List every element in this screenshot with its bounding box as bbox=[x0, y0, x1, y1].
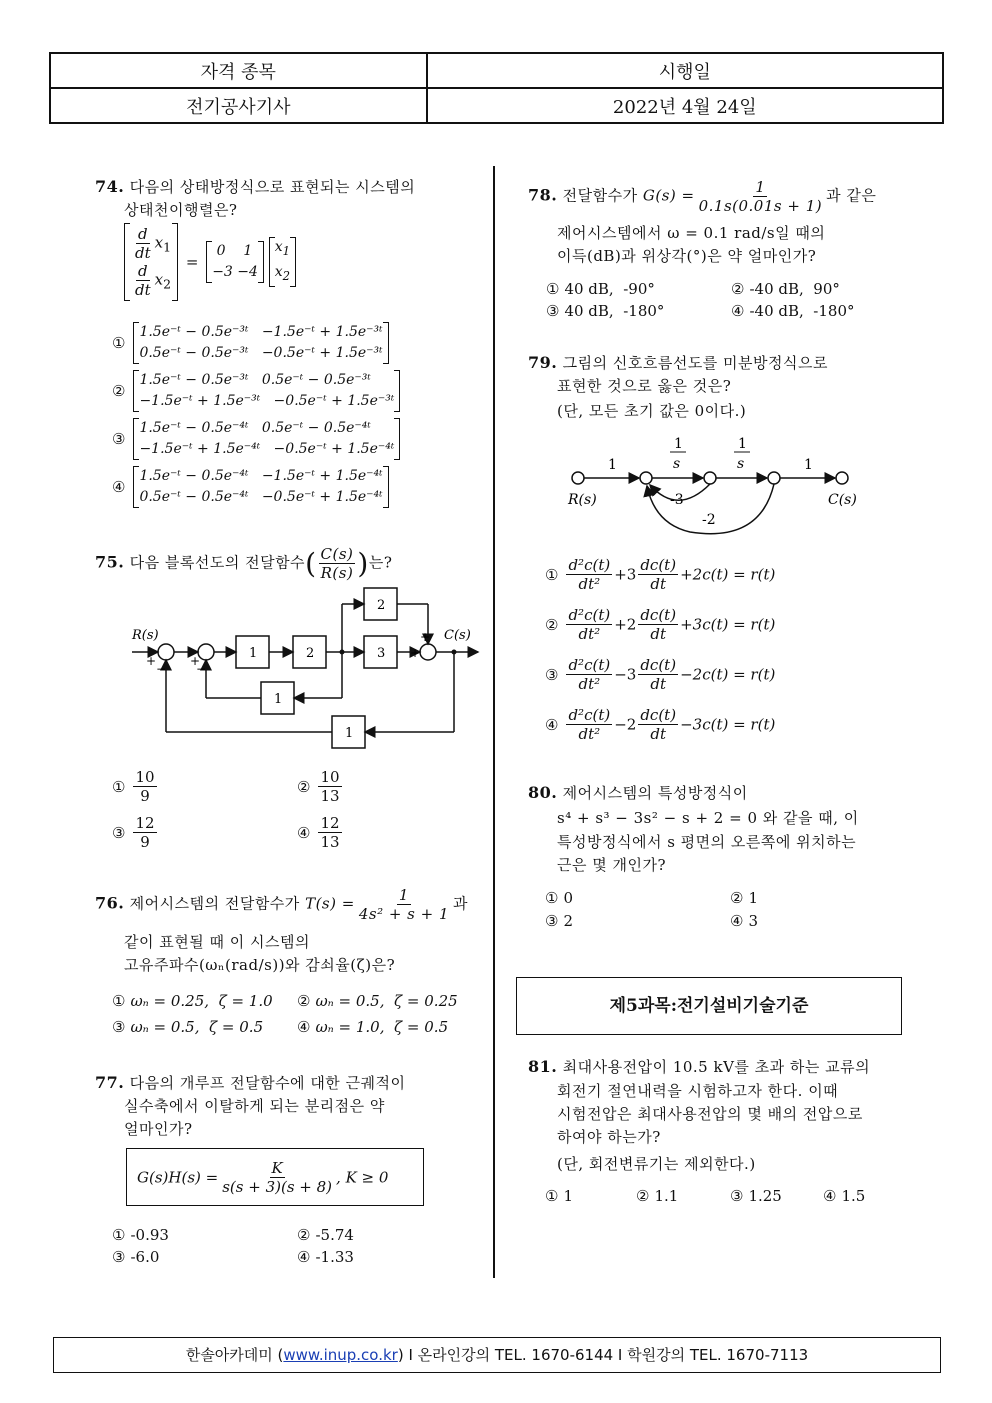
q76-option-text: ωₙ = 0.25, ζ = 1.0 bbox=[130, 992, 273, 1010]
q79-d1-den: dt bbox=[650, 725, 667, 743]
q74-option-matrix bbox=[133, 418, 400, 460]
q77-option bbox=[297, 1248, 354, 1266]
q79-option-mark: ③ bbox=[545, 665, 559, 684]
q76-line3: 고유주파수(ωₙ(rad/s))와 감쇠율(ζ)은? bbox=[124, 956, 396, 974]
q79-line1 bbox=[528, 352, 828, 373]
q75-block-diagram bbox=[120, 585, 490, 755]
q80-text1: 제어시스템의 특성방정식이 bbox=[562, 784, 748, 802]
q79-number: 79. bbox=[528, 353, 558, 372]
q76-option bbox=[112, 1018, 263, 1036]
q80-option-text: 0 bbox=[563, 889, 573, 907]
q74-option bbox=[112, 322, 389, 364]
q78-option-text: -40 dB, 90° bbox=[749, 280, 840, 298]
q79-d2-den: dt² bbox=[578, 575, 601, 593]
q80-line2: s⁴ + s³ − 3s² − s + 2 = 0 와 같을 때, 이 bbox=[557, 809, 859, 827]
footer-contact: ) I 온라인강의 TEL. 1670-6144 I 학원강의 TEL. 1670-7113 bbox=[397, 1346, 809, 1364]
q77-option-text: -0.93 bbox=[130, 1226, 169, 1244]
q74-text1: 다음의 상태방정식으로 표현되는 시스템의 bbox=[129, 178, 416, 196]
q79-option bbox=[545, 556, 775, 593]
q75-number: 75. bbox=[95, 552, 125, 572]
q77-option bbox=[112, 1226, 169, 1244]
q78-option-text: -40 dB, -180° bbox=[749, 302, 855, 320]
q78-option bbox=[546, 302, 664, 320]
q79-option-mark: ② bbox=[545, 615, 559, 634]
q74-option-row2: 0.5e⁻ᵗ − 0.5e⁻⁴ᵗ −0.5e⁻ᵗ + 1.5e⁻⁴ᵗ bbox=[139, 489, 383, 505]
q75-frac-den: R(s) bbox=[320, 564, 354, 582]
q81-option bbox=[545, 1187, 573, 1205]
q76-option-text: ωₙ = 0.5, ζ = 0.5 bbox=[130, 1018, 264, 1036]
q79-gain-3-den: s bbox=[737, 456, 745, 472]
q79-d1-num: dc(t) bbox=[640, 606, 677, 624]
q80-number: 80. bbox=[528, 783, 558, 802]
q74-line1 bbox=[95, 176, 415, 197]
q75-option-fraction bbox=[133, 814, 156, 851]
q76-number: 76. bbox=[95, 893, 125, 913]
q75-option-den: 9 bbox=[140, 787, 150, 805]
q75-option-fraction bbox=[318, 814, 341, 851]
q74-state-equation: $\frac{d}{dt}$ $x_1$ $\frac{d}{dt}$ $x_2$ = 0 1 −3 −4 $x_1$ $x_2$ bbox=[124, 223, 296, 301]
q76-option-mark: ④ bbox=[297, 1018, 311, 1036]
q81-option-mark: ③ bbox=[730, 1187, 744, 1205]
q75-option-mark: ③ bbox=[112, 823, 126, 842]
q79-d2-den: dt² bbox=[578, 725, 601, 743]
q78-option bbox=[731, 302, 855, 320]
q74-option-row1: 1.5e⁻ᵗ − 0.5e⁻⁴ᵗ −1.5e⁻ᵗ + 1.5e⁻⁴ᵗ bbox=[139, 468, 383, 484]
q76-tf-num: 1 bbox=[398, 886, 409, 904]
q79-gain-4: 1 bbox=[804, 457, 813, 473]
q78-option bbox=[731, 280, 840, 298]
svg-text:−: − bbox=[156, 662, 167, 676]
q74-option-row2: −1.5e⁻ᵗ + 1.5e⁻³ᵗ −0.5e⁻ᵗ + 1.5e⁻³ᵗ bbox=[139, 393, 395, 409]
q76-option-mark: ② bbox=[297, 992, 311, 1010]
q76-text1a: 제어시스템의 전달함수가 bbox=[129, 894, 300, 913]
header-col2-label: 시행일 bbox=[427, 53, 943, 88]
q75-frac-num: C(s) bbox=[320, 545, 354, 563]
q80-option bbox=[545, 889, 573, 907]
q75-block-fb-outer: 1 bbox=[345, 726, 354, 741]
q79-feedback-1: -3 bbox=[670, 492, 684, 508]
q79-d2-num: d²c(t) bbox=[568, 606, 611, 624]
q76-option-mark: ③ bbox=[112, 1018, 126, 1036]
q76-tf-den: 4s² + s + 1 bbox=[358, 905, 450, 923]
q75-text: 다음 블록선도의 전달함수 bbox=[129, 553, 306, 572]
q75-output-label: C(s) bbox=[444, 628, 471, 643]
q74-option-row1: 1.5e⁻ᵗ − 0.5e⁻³ᵗ −1.5e⁻ᵗ + 1.5e⁻³ᵗ bbox=[139, 324, 383, 340]
q81-option bbox=[823, 1187, 865, 1205]
q81-option-text: 1.1 bbox=[654, 1187, 679, 1205]
q75-option-num: 12 bbox=[135, 814, 155, 832]
q77-line1 bbox=[95, 1072, 406, 1093]
q75-option-num: 10 bbox=[320, 768, 340, 786]
q78-option-text: 40 dB, -90° bbox=[564, 280, 655, 298]
q76-line1 bbox=[95, 886, 468, 923]
q79-input-label: R(s) bbox=[568, 492, 597, 508]
q75-option bbox=[112, 814, 159, 851]
q75-option bbox=[297, 814, 344, 851]
q79-gain-2-den: s bbox=[673, 456, 681, 472]
q79-first-derivative bbox=[638, 656, 678, 693]
q79-option-mark: ④ bbox=[545, 715, 559, 734]
q79-second-derivative bbox=[566, 656, 612, 693]
q78-g-den: 0.1s(0.01s + 1) bbox=[698, 197, 823, 215]
q75-block-1: 1 bbox=[249, 646, 258, 661]
q81-number: 81. bbox=[528, 1057, 558, 1076]
q79-coef: +3 bbox=[614, 565, 637, 584]
q75-option-fraction bbox=[318, 768, 341, 805]
q75-option-den: 13 bbox=[320, 787, 340, 805]
q77-number: 77. bbox=[95, 1073, 125, 1092]
q81-text1: 최대사용전압이 10.5 kV를 초과 하는 교류의 bbox=[562, 1058, 871, 1076]
q79-line2: 표현한 것으로 옳은 것은? bbox=[557, 377, 732, 395]
q79-option bbox=[545, 656, 775, 693]
q74-option-matrix bbox=[133, 322, 388, 364]
q79-feedback-2: -2 bbox=[702, 512, 716, 528]
q80-option bbox=[545, 912, 573, 930]
q79-d1-num: dc(t) bbox=[640, 656, 677, 674]
q79-coef: −3 bbox=[614, 665, 637, 684]
footer-website-link[interactable]: www.inup.co.kr bbox=[283, 1346, 398, 1364]
q81-line2: 회전기 절연내력을 시험하고자 한다. 이때 bbox=[557, 1082, 839, 1100]
q79-signal-flow-graph bbox=[560, 428, 870, 538]
q80-option-mark: ② bbox=[730, 889, 744, 907]
q80-option-text: 3 bbox=[748, 912, 758, 930]
q80-option-mark: ③ bbox=[545, 912, 559, 930]
q77-option-text: -5.74 bbox=[315, 1226, 354, 1244]
svg-text:+: + bbox=[146, 654, 157, 668]
q75-block-3: 3 bbox=[377, 646, 386, 661]
q77-g-lhs: G(s)H(s) = bbox=[137, 1168, 219, 1187]
q74-option-row1: 1.5e⁻ᵗ − 0.5e⁻⁴ᵗ 0.5e⁻ᵗ − 0.5e⁻⁴ᵗ bbox=[139, 420, 371, 436]
q81-option-text: 1.5 bbox=[841, 1187, 866, 1205]
q76-option bbox=[297, 992, 458, 1010]
q79-rest: −2c(t) = r(t) bbox=[680, 665, 776, 684]
q75-input-label: R(s) bbox=[132, 628, 159, 643]
q77-option-mark: ① bbox=[112, 1226, 126, 1244]
q77-text1: 다음의 개루프 전달함수에 대한 근궤적이 bbox=[129, 1074, 406, 1092]
q79-gain-2-num: 1 bbox=[674, 436, 683, 452]
q74-option-row2: 0.5e⁻ᵗ − 0.5e⁻³ᵗ −0.5e⁻ᵗ + 1.5e⁻³ᵗ bbox=[139, 345, 383, 361]
svg-text:+: + bbox=[420, 630, 431, 644]
q77-option-text: -1.33 bbox=[315, 1248, 354, 1266]
q75-option-den: 9 bbox=[140, 833, 150, 851]
q78-option bbox=[546, 280, 655, 298]
q79-first-derivative bbox=[638, 706, 678, 743]
q74-option-mark: ① bbox=[112, 334, 126, 352]
q79-d1-den: dt bbox=[650, 575, 667, 593]
q78-text1a: 전달함수가 bbox=[562, 186, 638, 205]
svg-text:−: − bbox=[196, 662, 207, 676]
q79-option bbox=[545, 706, 775, 743]
q77-option bbox=[297, 1226, 354, 1244]
q75-text-after: 는? bbox=[368, 553, 393, 572]
q79-d2-den: dt² bbox=[578, 625, 601, 643]
q76-tf-lhs: T(s) = bbox=[305, 894, 355, 913]
q74-option-mark: ② bbox=[112, 382, 126, 400]
q75-line1: 75. 다음 블록선도의 전달함수( $\frac{C(s)}{R(s)}$ )는? bbox=[95, 545, 393, 582]
q77-option bbox=[112, 1248, 159, 1266]
q77-g-rhs: , K ≥ 0 bbox=[336, 1168, 389, 1187]
q78-option-mark: ② bbox=[731, 280, 745, 298]
q74-number: 74. bbox=[95, 177, 125, 196]
q79-d2-den: dt² bbox=[578, 675, 601, 693]
q75-option-mark: ④ bbox=[297, 823, 311, 842]
q81-option bbox=[730, 1187, 782, 1205]
q81-line4: 하여야 하는가? bbox=[557, 1128, 661, 1146]
q79-d1-num: dc(t) bbox=[640, 706, 677, 724]
q81-option-mark: ② bbox=[636, 1187, 650, 1205]
q78-number: 78. bbox=[528, 185, 558, 205]
column-divider bbox=[493, 166, 495, 1278]
q79-coef: +2 bbox=[614, 615, 637, 634]
q79-rest: −3c(t) = r(t) bbox=[680, 715, 776, 734]
q80-option-text: 2 bbox=[563, 912, 573, 930]
q75-block-2: 2 bbox=[306, 646, 315, 661]
q81-option-mark: ④ bbox=[823, 1187, 837, 1205]
q74-option-row2: −1.5e⁻ᵗ + 1.5e⁻⁴ᵗ −0.5e⁻ᵗ + 1.5e⁻⁴ᵗ bbox=[139, 441, 395, 457]
q78-g-num: 1 bbox=[755, 178, 766, 196]
q79-line3: (단, 모든 초기 값은 0이다.) bbox=[557, 402, 747, 420]
q81-option-mark: ① bbox=[545, 1187, 559, 1205]
q76-option bbox=[112, 992, 273, 1010]
q75-option-num: 12 bbox=[320, 814, 340, 832]
q75-option-mark: ① bbox=[112, 777, 126, 796]
q76-text1b: 과 bbox=[453, 894, 469, 913]
q75-option bbox=[297, 768, 344, 805]
q75-block-fb-inner: 1 bbox=[274, 692, 283, 707]
q77-option-mark: ③ bbox=[112, 1248, 126, 1266]
q81-line1 bbox=[528, 1056, 870, 1077]
q75-block-top: 2 bbox=[377, 598, 386, 613]
q79-second-derivative bbox=[566, 606, 612, 643]
q77-transfer-function-box bbox=[126, 1148, 424, 1206]
q76-line2: 같이 표현될 때 이 시스템의 bbox=[124, 933, 310, 951]
q79-rest: +2c(t) = r(t) bbox=[680, 565, 776, 584]
q76-option-mark: ① bbox=[112, 992, 126, 1010]
q78-line1 bbox=[528, 178, 876, 215]
q79-first-derivative bbox=[638, 556, 678, 593]
q79-second-derivative bbox=[566, 706, 612, 743]
q81-line3: 시험전압은 최대사용전압의 몇 배의 전압으로 bbox=[557, 1105, 863, 1123]
q77-option-mark: ④ bbox=[297, 1248, 311, 1266]
q76-option-text: ωₙ = 1.0, ζ = 0.5 bbox=[315, 1018, 449, 1036]
footer-academy: 한솔아카데미 ( bbox=[185, 1346, 284, 1364]
section5-title: 제5과목:전기설비기술기준 bbox=[516, 977, 902, 1035]
q78-line3: 이득(dB)과 위상각(°)은 약 얼마인가? bbox=[557, 247, 817, 265]
q79-option-mark: ① bbox=[545, 565, 559, 584]
header-col1-label: 자격 종목 bbox=[50, 53, 427, 88]
q81-option bbox=[636, 1187, 678, 1205]
q81-line5: (단, 회전변류기는 제외한다.) bbox=[557, 1155, 756, 1173]
q77-line2: 실수축에서 이탈하게 되는 분리점은 약 bbox=[124, 1097, 385, 1115]
q80-line4: 근은 몇 개인가? bbox=[557, 856, 667, 874]
q80-option-mark: ① bbox=[545, 889, 559, 907]
q80-option bbox=[730, 912, 758, 930]
q79-rest: +3c(t) = r(t) bbox=[680, 615, 776, 634]
q77-option-text: -6.0 bbox=[130, 1248, 160, 1266]
q78-option-mark: ① bbox=[546, 280, 560, 298]
q79-d2-num: d²c(t) bbox=[568, 656, 611, 674]
q74-option-mark: ④ bbox=[112, 478, 126, 496]
q78-line2: 제어시스템에서 ω = 0.1 rad/s일 때의 bbox=[557, 224, 826, 242]
q79-gain-3-num: 1 bbox=[738, 436, 747, 452]
q79-d2-num: d²c(t) bbox=[568, 556, 611, 574]
q74-option-matrix bbox=[133, 370, 400, 412]
svg-text:+: + bbox=[410, 646, 421, 660]
q74-option bbox=[112, 466, 389, 508]
q79-second-derivative bbox=[566, 556, 612, 593]
q79-text1: 그림의 신호흐름선도를 미분방정식으로 bbox=[562, 354, 828, 372]
q77-g-num: K bbox=[271, 1159, 283, 1177]
q80-option bbox=[730, 889, 758, 907]
q79-coef: −2 bbox=[614, 715, 637, 734]
q78-g-lhs: G(s) = bbox=[642, 186, 695, 205]
q79-d2-num: d²c(t) bbox=[568, 706, 611, 724]
q80-option-text: 1 bbox=[748, 889, 758, 907]
q79-d1-den: dt bbox=[650, 625, 667, 643]
q78-option-mark: ③ bbox=[546, 302, 560, 320]
q79-output-label: C(s) bbox=[828, 492, 857, 508]
q76-option-text: ωₙ = 0.5, ζ = 0.25 bbox=[315, 992, 458, 1010]
q75-option-num: 10 bbox=[135, 768, 155, 786]
q80-option-mark: ④ bbox=[730, 912, 744, 930]
q77-line3: 얼마인가? bbox=[124, 1120, 193, 1138]
q78-text1b: 과 같은 bbox=[826, 186, 877, 205]
q74-line2: 상태천이행렬은? bbox=[124, 201, 238, 219]
q79-gain-1: 1 bbox=[608, 457, 617, 473]
q78-option-text: 40 dB, -180° bbox=[564, 302, 665, 320]
svg-text:+: + bbox=[190, 654, 201, 668]
q74-option bbox=[112, 370, 400, 412]
q81-option-text: 1 bbox=[563, 1187, 573, 1205]
header-col2-value: 2022년 4월 24일 bbox=[427, 88, 943, 123]
q77-option-mark: ② bbox=[297, 1226, 311, 1244]
q79-d1-num: dc(t) bbox=[640, 556, 677, 574]
q79-first-derivative bbox=[638, 606, 678, 643]
q81-option-text: 1.25 bbox=[748, 1187, 782, 1205]
q80-line3: 특성방정식에서 s 평면의 오른쪽에 위치하는 bbox=[557, 833, 857, 851]
q74-option-mark: ③ bbox=[112, 430, 126, 448]
q77-g-den: s(s + 3)(s + 8) bbox=[222, 1178, 333, 1196]
q75-option-den: 13 bbox=[320, 833, 340, 851]
footer-bar bbox=[53, 1337, 941, 1373]
q74-option-row1: 1.5e⁻ᵗ − 0.5e⁻³ᵗ 0.5e⁻ᵗ − 0.5e⁻³ᵗ bbox=[139, 372, 371, 388]
q76-option bbox=[297, 1018, 448, 1036]
q75-option-mark: ② bbox=[297, 777, 311, 796]
q78-option-mark: ④ bbox=[731, 302, 745, 320]
q74-option-matrix bbox=[133, 466, 388, 508]
q75-option bbox=[112, 768, 159, 805]
q79-d1-den: dt bbox=[650, 675, 667, 693]
q74-option bbox=[112, 418, 400, 460]
q79-option bbox=[545, 606, 775, 643]
exam-header-table bbox=[49, 52, 944, 124]
q75-option-fraction bbox=[133, 768, 156, 805]
header-col1-value: 전기공사기사 bbox=[50, 88, 427, 123]
q80-line1 bbox=[528, 782, 748, 803]
